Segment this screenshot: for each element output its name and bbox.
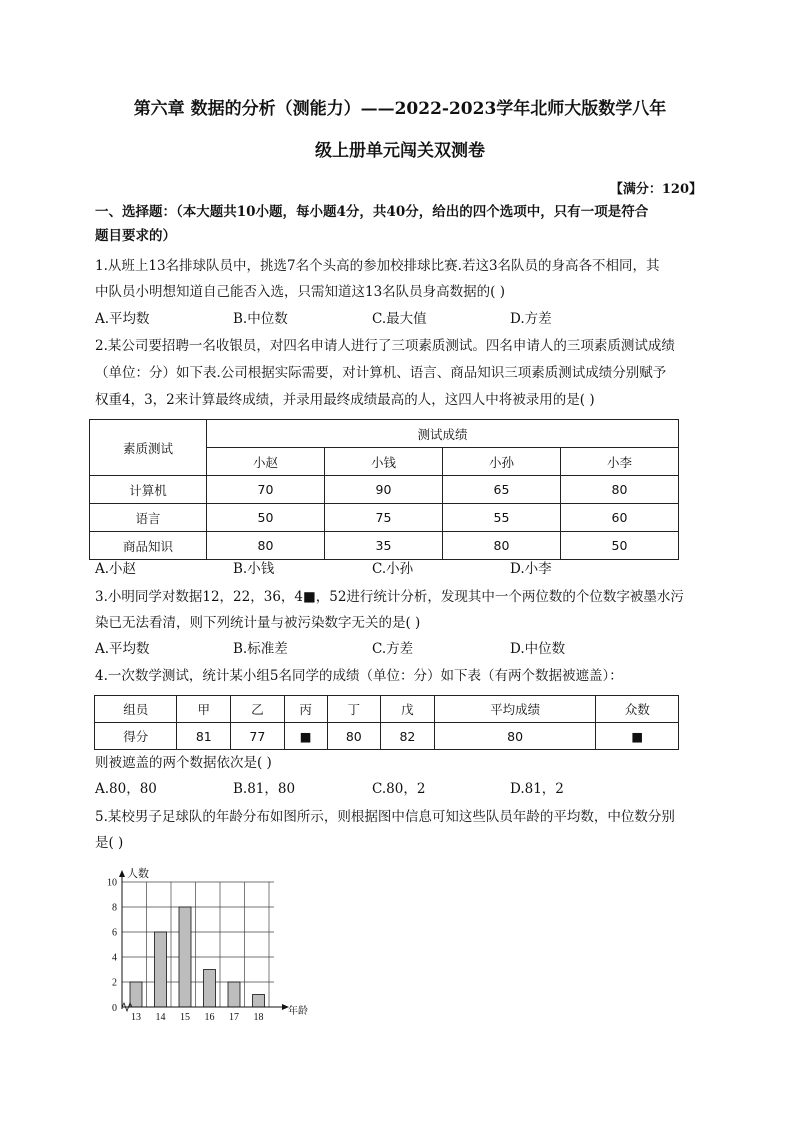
q2-option-d[interactable]: D.小李 — [510, 561, 552, 577]
bar-14 — [155, 932, 167, 1007]
q1-text-line-1: 1.从班上13名排球队员中，挑选7名个头高的参加校排球比赛.若这3名队员的身高各不相同，其 — [95, 258, 660, 274]
bar-15 — [179, 907, 191, 1007]
q2-score-cell: 50 — [561, 532, 679, 560]
q2-option-c[interactable]: C.小孙 — [372, 561, 414, 577]
y-axis-title: 人数 — [127, 868, 149, 880]
q2-text-line-2: （单位：分）如下表.公司根据实际需要，对计算机、语言、商品知识三项素质测试成绩分别赋予 — [95, 365, 667, 381]
q2-score-cell: 80 — [207, 532, 325, 560]
x-tick-label: 13 — [131, 1012, 141, 1023]
table-row — [90, 532, 679, 560]
q2-score-table — [89, 419, 679, 560]
q4-text-line-2: 则被遮盖的两个数据依次是( ) — [95, 755, 272, 771]
q4-cell: 77 — [231, 723, 285, 750]
q4-option-c[interactable]: C.80，2 — [372, 781, 426, 797]
q4-header-cell: 组员 — [95, 696, 177, 723]
chart-grid — [122, 882, 274, 1007]
section-heading-line-2: 题目要求的） — [95, 228, 176, 244]
q4-option-d[interactable]: D.81，2 — [510, 781, 564, 797]
q2-score-cell: 70 — [207, 476, 325, 504]
q1-text-line-2: 中队员小明想知道自己能否入选，只需知道这13名队员身高数据的( ) — [95, 284, 506, 300]
q1-options — [95, 307, 705, 331]
q3-option-b[interactable]: B.标准差 — [233, 641, 288, 657]
table-header-row — [95, 696, 679, 723]
q2-score-cell: 80 — [443, 532, 561, 560]
q3-text-line-2: 染已无法看清，则下列统计量与被污染数字无关的是( ) — [95, 615, 421, 631]
q4-score-table — [94, 695, 679, 750]
bar-18 — [253, 995, 265, 1008]
q5-text-line-1: 5.某校男子足球队的年龄分布如图所示，则根据图中信息可知这些队员年龄的平均数，中位数分别 — [95, 809, 675, 825]
q3-options — [95, 637, 705, 661]
q2-score-cell: 80 — [561, 476, 679, 504]
table-row — [90, 476, 679, 504]
q3-option-c[interactable]: C.方差 — [372, 641, 414, 657]
q4-header-cell: 丁 — [327, 696, 381, 723]
q3-option-a[interactable]: A.平均数 — [95, 641, 150, 657]
table-row — [90, 504, 679, 532]
q4-cell: 80 — [327, 723, 381, 750]
title-line-2: 级上册单元闯关双测卷 — [315, 141, 485, 161]
page-title — [95, 88, 705, 172]
q4-option-a[interactable]: A.80，80 — [95, 781, 157, 797]
x-tick-label: 14 — [155, 1012, 166, 1023]
q2-row-label: 语言 — [90, 504, 207, 532]
q2-group-header: 测试成绩 — [207, 420, 679, 448]
q2-score-cell: 90 — [325, 476, 443, 504]
q2-options — [95, 557, 705, 581]
q1-option-d[interactable]: D.方差 — [510, 311, 552, 327]
y-tick-label: 8 — [112, 902, 117, 914]
q2-name-cell: 小赵 — [207, 448, 325, 476]
y-axis-arrow — [119, 870, 125, 877]
table-row — [95, 723, 679, 750]
q4-cell: 82 — [381, 723, 435, 750]
section-heading-line-1: 一、选择题：（本大题共10小题，每小题4分，共40分，给出的四个选项中，只有一项是符合 — [95, 204, 649, 220]
x-tick-label: 18 — [253, 1012, 264, 1023]
q2-row-label: 商品知识 — [90, 532, 207, 560]
q1-option-c[interactable]: C.最大值 — [372, 311, 427, 327]
x-tick-label: 17 — [229, 1012, 239, 1023]
q2-name-cell: 小钱 — [325, 448, 443, 476]
q4-option-b[interactable]: B.81，80 — [233, 781, 296, 797]
bar-16 — [204, 970, 216, 1008]
q3-text-line-1: 3.小明同学对数据12，22，36，4■，52进行统计分析，发现其中一个两位数的个位数字被墨水污 — [95, 589, 684, 605]
y-tick-label: 4 — [112, 952, 117, 964]
q2-row-label: 计算机 — [90, 476, 207, 504]
q4-header-cell: 乙 — [231, 696, 285, 723]
y-tick-label: 6 — [112, 927, 117, 939]
q4-cell: 80 — [434, 723, 596, 750]
q3-option-d[interactable]: D.中位数 — [510, 641, 566, 657]
q4-cell: 81 — [177, 723, 231, 750]
q2-option-b[interactable]: B.小钱 — [233, 561, 275, 577]
y-tick-label: 0 — [112, 1003, 117, 1014]
q2-score-cell: 35 — [325, 532, 443, 560]
q2-score-cell: 60 — [561, 504, 679, 532]
x-tick-label: 15 — [180, 1012, 190, 1023]
y-tick-label: 10 — [107, 877, 117, 889]
q2-text-line-3: 权重4，3，2来计算最终成绩，并录用最终成绩最高的人，这四人中将被录用的是( ) — [95, 392, 595, 408]
q2-score-cell: 75 — [325, 504, 443, 532]
full-score-label: 【满分：120】 — [609, 182, 702, 197]
q4-options — [95, 777, 705, 801]
q2-row-header: 素质测试 — [90, 420, 207, 476]
q4-header-cell: 丙 — [284, 696, 327, 723]
age-distribution-chart — [100, 866, 308, 1024]
q1-option-a[interactable]: A.平均数 — [95, 311, 150, 327]
q2-option-a[interactable]: A.小赵 — [95, 561, 137, 577]
q4-text-line-1: 4.一次数学测试，统计某小组5名同学的成绩（单位：分）如下表（有两个数据被遮盖）： — [95, 668, 623, 684]
q2-name-cell: 小孙 — [443, 448, 561, 476]
q4-header-cell: 平均成绩 — [434, 696, 596, 723]
title-line-1: 第六章 数据的分析（测能力）——2022-2023学年北师大版数学八年 — [133, 99, 667, 119]
q4-cell: ■ — [284, 723, 327, 750]
y-tick-label: 2 — [112, 977, 117, 989]
q4-header-cell: 戊 — [381, 696, 435, 723]
q2-text-line-1: 2.某公司要招聘一名收银员，对四名申请人进行了三项素质测试。四名申请人的三项素质测试成绩 — [95, 338, 675, 354]
q2-score-cell: 65 — [443, 476, 561, 504]
x-tick-label: 16 — [204, 1012, 215, 1023]
q4-header-cell: 甲 — [177, 696, 231, 723]
q2-score-cell: 50 — [207, 504, 325, 532]
q4-cell: ■ — [596, 723, 679, 750]
q4-cell: 得分 — [95, 723, 177, 750]
q1-option-b[interactable]: B.中位数 — [233, 311, 288, 327]
q2-name-cell: 小李 — [561, 448, 679, 476]
x-axis-title: 年龄 — [288, 1006, 308, 1017]
q4-header-cell: 众数 — [596, 696, 679, 723]
q5-text-line-2: 是( ) — [95, 835, 124, 851]
q2-score-cell: 55 — [443, 504, 561, 532]
bar-17 — [228, 982, 240, 1007]
bar-13 — [130, 982, 142, 1007]
